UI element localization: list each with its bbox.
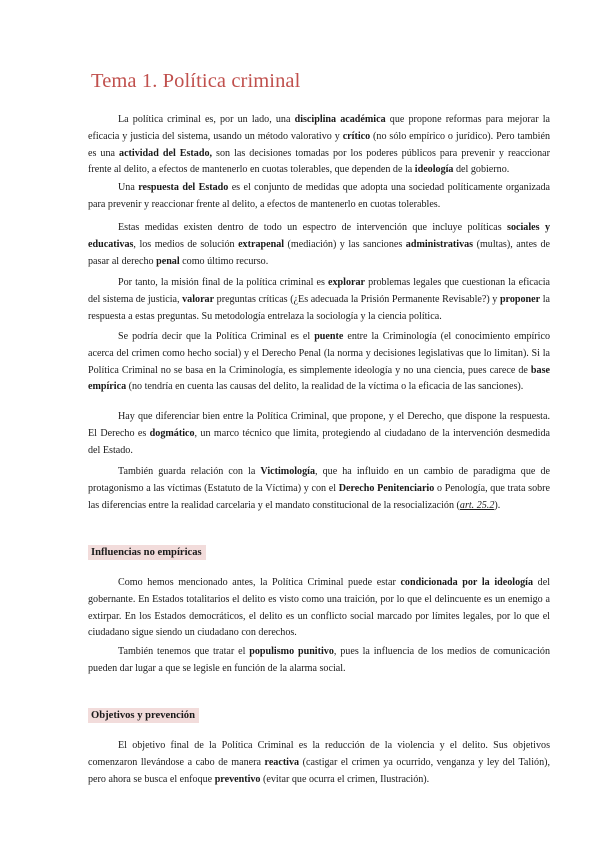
article-link[interactable]: art. 25.2 <box>459 499 495 511</box>
paragraph-mission: Por tanto, la misión final de la política criminal es explorar problemas legales que cuestionan la eficacia del sistema de justicia, valorar preguntas críticas (¿Es adecuada la Prisión Permanente Revisable?) y proponer la respuesta a estas preguntas. Su metodología entrelaza la sociología y la ciencia política. <box>88 277 551 322</box>
paragraph-law-difference: Hay que diferenciar bien entre la Política Criminal, que propone, y el Derecho, que dispone la respuesta. El Derecho es dogmático, un marco técnico que limita, protegiendo al ciudadano de la intervención desmedida del Estado. <box>88 411 550 456</box>
section-heading-influences: Influencias no empíricas <box>88 545 206 560</box>
paragraph-state-response: Una respuesta del Estado es el conjunto de medidas que adopta una sociedad políticamente organizada para prevenir y reaccionar frente al delito, a efectos de mantenerlo en cuotas tolerables. <box>88 182 550 210</box>
page-title: Tema 1. Política criminal <box>91 70 301 92</box>
paragraph-ideology: Como hemos mencionado antes, la Política Criminal puede estar condicionada por la ideología del gobernante. En Estados totalitarios el delito es visto como una traición, por lo que el delincuente es un enemigo a extirpar. En los Estados democráticos, el delito es un conflicto social marcado por límites legales, por lo que el ciudadano sigue siendo un ciudadano con derechos. <box>88 577 551 639</box>
paragraph-punitive-populism: También tenemos que tratar el populismo punitivo, pues la influencia de los medios de comunicación pueden dar lugar a que se legisle en función de la alarma social. <box>88 646 550 674</box>
paragraph-bridge: Se podría decir que la Política Criminal es el puente entre la Criminología (el conocimiento empírico acerca del crimen como hecho social) y el Derecho Penal (la norma y decisiones legislativas que lo limitan). Si la Política Criminal no se basa en la Criminología, es simplemente ideología y no una ciencia, pues carece de base empírica (no tendría en cuenta las causas del delito, la realidad de la víctima o la eficacia de las sanciones). <box>88 331 551 393</box>
paragraph-definition: La política criminal es, por un lado, una disciplina académica que propone reformas para mejorar la eficacia y justicia del sistema, usando un método valorativo y crítico (no sólo empírico o jurídico). Pero también es una actividad del Estado, son las decisiones tomadas por los poderes públicos para prevenir y reaccionar frente al delito, a efectos de mantenerlo en cuotas tolerables, que dependen de la ideología del gobierno. <box>88 114 550 176</box>
paragraph-victimology: También guarda relación con la Victimología, que ha influido en un cambio de paradigma que de protagonismo a las víctimas (Estatuto de la Víctima) y con el Derecho Penitenciario o Penología, que trata sobre las diferencias entre la realidad carcelaria y el mandato constitucional de la resocialización (art. 25.2). <box>88 466 550 511</box>
paragraph-objectives: El objetivo final de la Política Criminal es la reducción de la violencia y el delito. Sus objetivos comenzaron llevándose a cabo de manera reactiva (castigar el crimen ya ocurrido, venganza y ley del Talión), pero ahora se busca el enfoque preventivo (evitar que ocurra el crimen, Ilustración). <box>88 740 550 785</box>
paragraph-intervention-spectrum: Estas medidas existen dentro de todo un espectro de intervención que incluye políticas sociales y educativas, los medios de solución extrapenal (mediación) y las sanciones administrativas (multas), antes de pasar al derecho penal como último recurso. <box>88 222 551 267</box>
section-heading-objectives: Objetivos y prevención <box>88 708 199 723</box>
